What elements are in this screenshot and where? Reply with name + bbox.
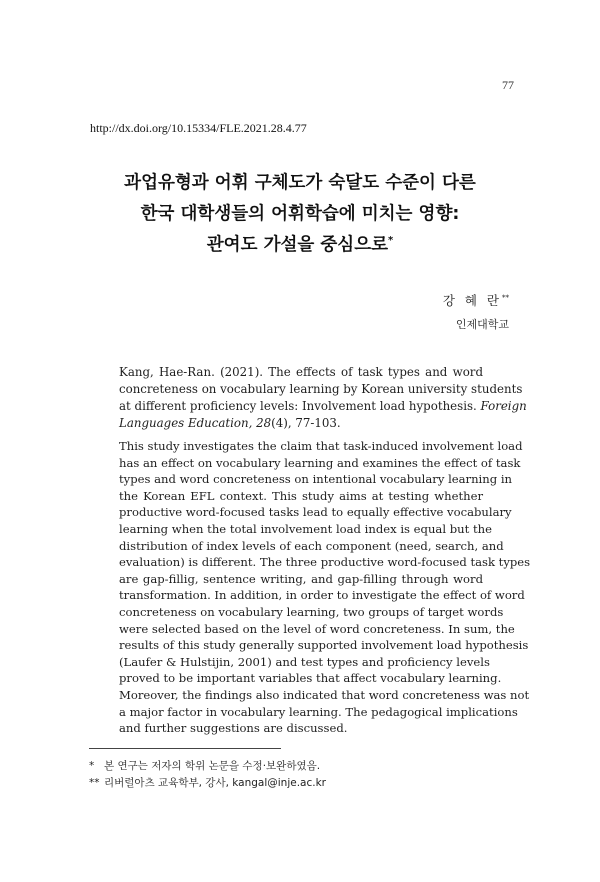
abstract-line: results of this study generally supported involvement load hypothesis — [119, 638, 529, 653]
abstract-line: transformation. In addition, in order to investigate the effect of word — [119, 588, 525, 603]
footnote-mark: * — [89, 760, 95, 772]
author-footnote-mark: ** — [502, 294, 509, 302]
abstract-line: proved to be important variables that affect vocabulary learning. — [119, 671, 502, 686]
abstract-line: the Korean EFL context. This study aims at testing whether — [119, 488, 483, 503]
abstract-line: has an effect on vocabulary learning and examines the effect of task — [119, 455, 521, 470]
citation-line: concreteness on vocabulary learning by Korean university students — [119, 382, 523, 396]
doi-link[interactable]: http://dx.doi.org/10.15334/FLE.2021.28.4.77 — [90, 121, 307, 135]
abstract-line: types and word concreteness on intentional vocabulary learning in — [119, 472, 513, 487]
abstract-line: a major factor in vocabulary learning. The pedagogical implications — [119, 704, 518, 719]
author-affiliation: 인제대학교 — [455, 318, 509, 332]
footnote-mark: ** — [89, 777, 100, 789]
citation-pages: (4), 77-103. — [271, 416, 341, 430]
abstract-line: Moreover, the findings also indicated that word concreteness was not — [119, 687, 530, 702]
citation-line — [119, 398, 527, 415]
abstract-line: are gap-fillig, sentence writing, and gap-filling through word — [119, 571, 483, 586]
abstract-line: evaluation) is different. The three productive word-focused task types — [119, 555, 531, 570]
citation-journal: Foreign — [480, 399, 527, 413]
abstract-line: (Laufer & Hulstijin, 2001) and test types and proficiency levels — [119, 654, 490, 669]
citation-line — [119, 415, 483, 432]
footnote-text: 본 연구는 저자의 학위 논문을 수정·보완하였음. — [104, 760, 321, 772]
title-footnote-mark: * — [388, 235, 394, 247]
author-block — [443, 290, 509, 332]
title-line-3 — [70, 230, 530, 261]
abstract-line: learning when the total involvement load index is equal but the — [119, 521, 492, 536]
citation-journal-volume: Languages Education, 28 — [119, 416, 272, 430]
abstract-line: and further suggestions are discussed. — [119, 721, 348, 736]
footnote-divider — [89, 748, 281, 749]
footnote-item — [89, 775, 326, 792]
footnotes — [89, 758, 326, 792]
footnote-text: 리버럴아츠 교육학부, 강사, kangal@inje.ac.kr — [104, 777, 326, 789]
title-line-3-text: 관여도 가설을 중심으로 — [206, 235, 388, 255]
citation-text: at different proficiency levels: Involvement load hypothesis. — [119, 399, 481, 413]
abstract-line: concreteness on vocabulary learning, two groups of target words — [119, 604, 504, 619]
abstract — [119, 438, 531, 737]
title-line-2: 한국 대학생들의 어휘학습에 미치는 영향: — [140, 204, 460, 224]
paper-title — [70, 168, 530, 261]
abstract-line: were selected based on the level of word concreteness. In sum, the — [119, 621, 515, 636]
abstract-line: distribution of index levels of each component (need, search, and — [119, 538, 504, 553]
abstract-line: productive word-focused tasks lead to equally effective vocabulary — [119, 505, 512, 520]
citation — [119, 364, 527, 432]
citation-line: Kang, Hae-Ran. (2021). The effects of task types and word — [119, 365, 483, 379]
author-name-text: 강 혜 란 — [442, 293, 502, 309]
page-number: 77 — [502, 78, 514, 92]
author-name — [443, 290, 509, 309]
abstract-line: This study investigates the claim that task-induced involvement load — [119, 439, 523, 453]
title-line-1: 과업유형과 어휘 구체도가 숙달도 수준이 다른 — [124, 173, 476, 193]
footnote-item — [89, 758, 326, 775]
